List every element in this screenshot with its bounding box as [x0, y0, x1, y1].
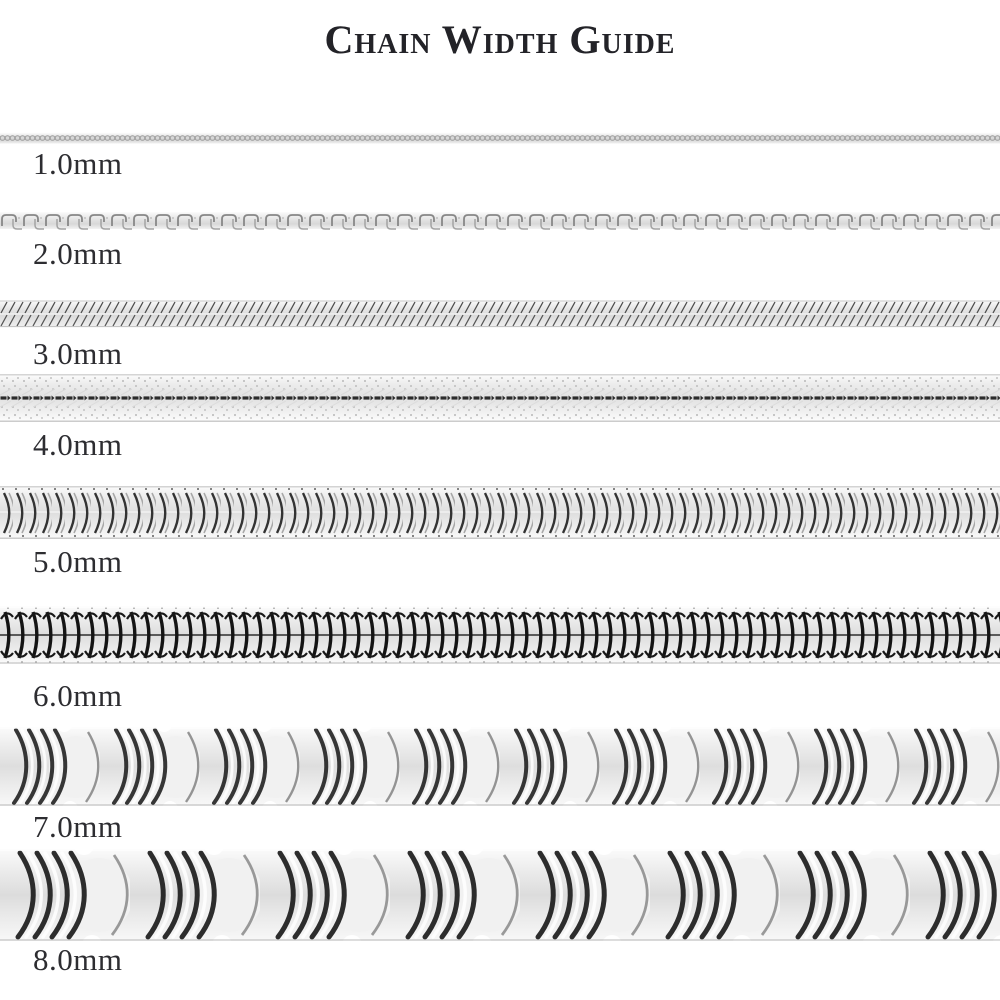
chain-width-label: 5.0mm [33, 544, 123, 579]
page-title: Chain Width Guide [324, 17, 676, 62]
chain-width-label: 3.0mm [33, 336, 123, 371]
chain-width-label: 4.0mm [33, 427, 123, 462]
chain-image-4mm-snake [0, 373, 1000, 423]
chain-image-5mm-snake [0, 485, 1000, 540]
chain-width-label: 8.0mm [33, 942, 123, 977]
chain-image-3mm-snake [0, 299, 1000, 329]
chain-image-8mm-rope [0, 849, 1000, 941]
chain-width-label: 2.0mm [33, 236, 123, 271]
chain-image-6mm-snake [0, 605, 1000, 665]
chain-image-2mm-box [0, 209, 1000, 231]
chain-image-7mm-rope [0, 727, 1000, 806]
chain-width-label: 1.0mm [33, 146, 123, 181]
chain-width-label: 6.0mm [33, 678, 123, 713]
chain-image-1mm-cable [0, 131, 1000, 145]
chain-width-label: 7.0mm [33, 809, 123, 844]
